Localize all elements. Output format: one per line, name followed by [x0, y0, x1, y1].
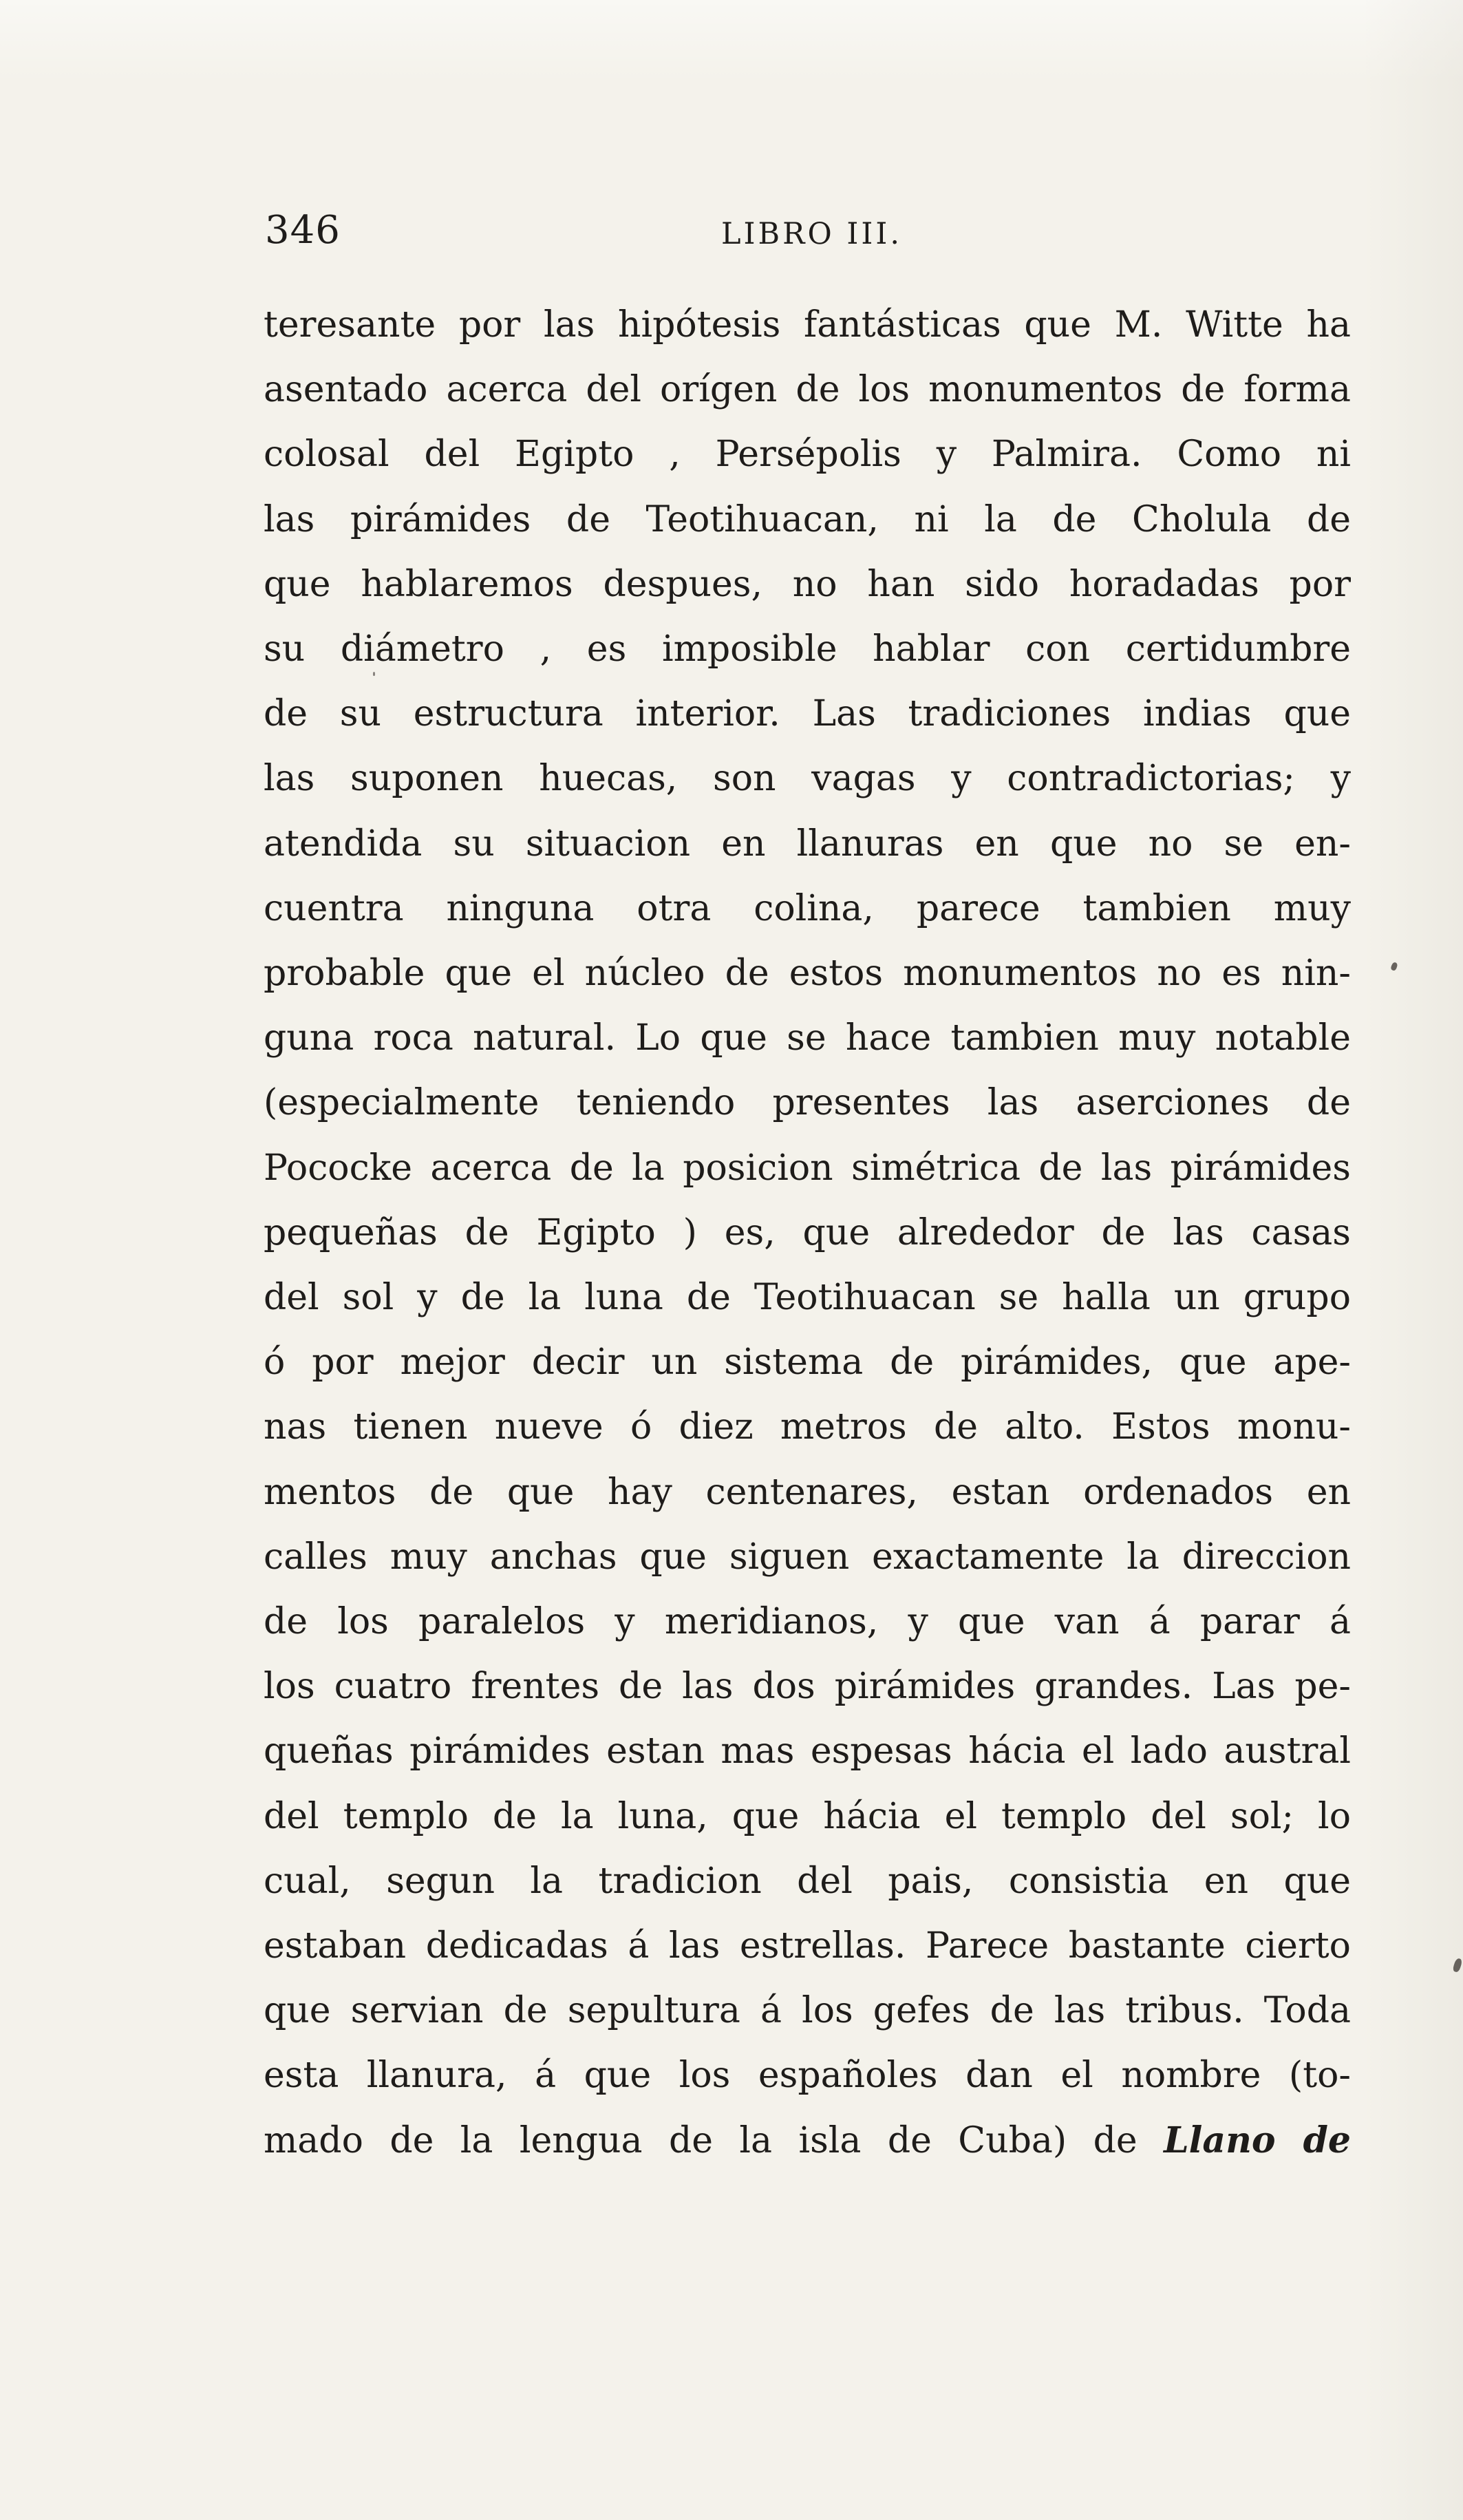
text-line: colosal del Egipto , Persépolis y Palmira. Como ni: [264, 434, 1351, 476]
text-line: del templo de la luna, que hácia el templo del sol; lo: [264, 1795, 1351, 1837]
text-line: cual, segun la tradicion del pais, consistia en que: [264, 1860, 1351, 1902]
text-line: estaban dedicadas á las estrellas. Parece bastante cierto: [264, 1925, 1351, 1967]
text-line: teresante por las hipótesis fantásticas que M. Witte ha: [264, 304, 1351, 346]
text-line: guna roca natural. Lo que se hace tambien muy notable: [264, 1017, 1351, 1059]
text-line: nas tienen nueve ó diez metros de alto. Estos monu-: [264, 1406, 1351, 1448]
running-title: LIBRO III.: [721, 217, 903, 251]
text-line: los cuatro frentes de las dos pirámides grandes. Las pe-: [264, 1666, 1351, 1708]
text-line: ó por mejor decir un sistema de pirámides, que ape-: [264, 1342, 1351, 1384]
text-line: cuentra ninguna otra colina, parece tambien muy: [264, 887, 1351, 929]
body-text: [264, 293, 1351, 2185]
text-line: asentado acerca del orígen de los monumentos de forma: [264, 369, 1351, 411]
text-line: de su estructura interior. Las tradiciones indias que: [264, 693, 1351, 735]
text-line: pequeñas de Egipto ) es, que alrededor de las casas: [264, 1211, 1351, 1253]
text-line: del sol y de la luna de Teotihuacan se halla un grupo: [264, 1277, 1351, 1319]
text-line: atendida su situacion en llanuras en que no se en-: [264, 823, 1351, 865]
text-line: las pirámides de Teotihuacan, ni la de Cholula de: [264, 498, 1351, 540]
text-line: (especialmente teniendo presentes las aserciones de: [264, 1082, 1351, 1124]
italic-term: Llano de: [1164, 2119, 1351, 2161]
text-line: esta llanura, á que los españoles dan el nombre (to-: [264, 2055, 1351, 2097]
text-line: su diámetro , es imposible hablar con certidumbre: [264, 628, 1351, 670]
text-line: las suponen huecas, son vagas y contradictorias; y: [264, 758, 1351, 800]
text-line: que hablaremos despues, no han sido horadadas por: [264, 563, 1351, 605]
ink-speck: [1452, 1958, 1463, 1973]
page-number: 346: [265, 208, 341, 253]
text-line: de los paralelos y meridianos, y que van á parar á: [264, 1601, 1351, 1643]
ink-speck: [373, 672, 375, 676]
text-line-last: [264, 2108, 1351, 2173]
text-line: que servian de sepultura á los gefes de las tribus. Toda: [264, 1990, 1351, 2032]
text-line-last-start: mado de la lengua de la isla de Cuba) de: [264, 2119, 1138, 2161]
text-line: queñas pirámides estan mas espesas hácia el lado austral: [264, 1730, 1351, 1772]
text-line: calles muy anchas que siguen exactamente la direccion: [264, 1536, 1351, 1578]
text-line: probable que el núcleo de estos monumentos no es nin-: [264, 953, 1351, 995]
ink-speck: [1390, 962, 1398, 971]
text-line: Pococke acerca de la posicion simétrica de las pirámides: [264, 1147, 1351, 1189]
running-head: [265, 207, 1352, 268]
text-line: mentos de que hay centenares, estan ordenados en: [264, 1471, 1351, 1513]
